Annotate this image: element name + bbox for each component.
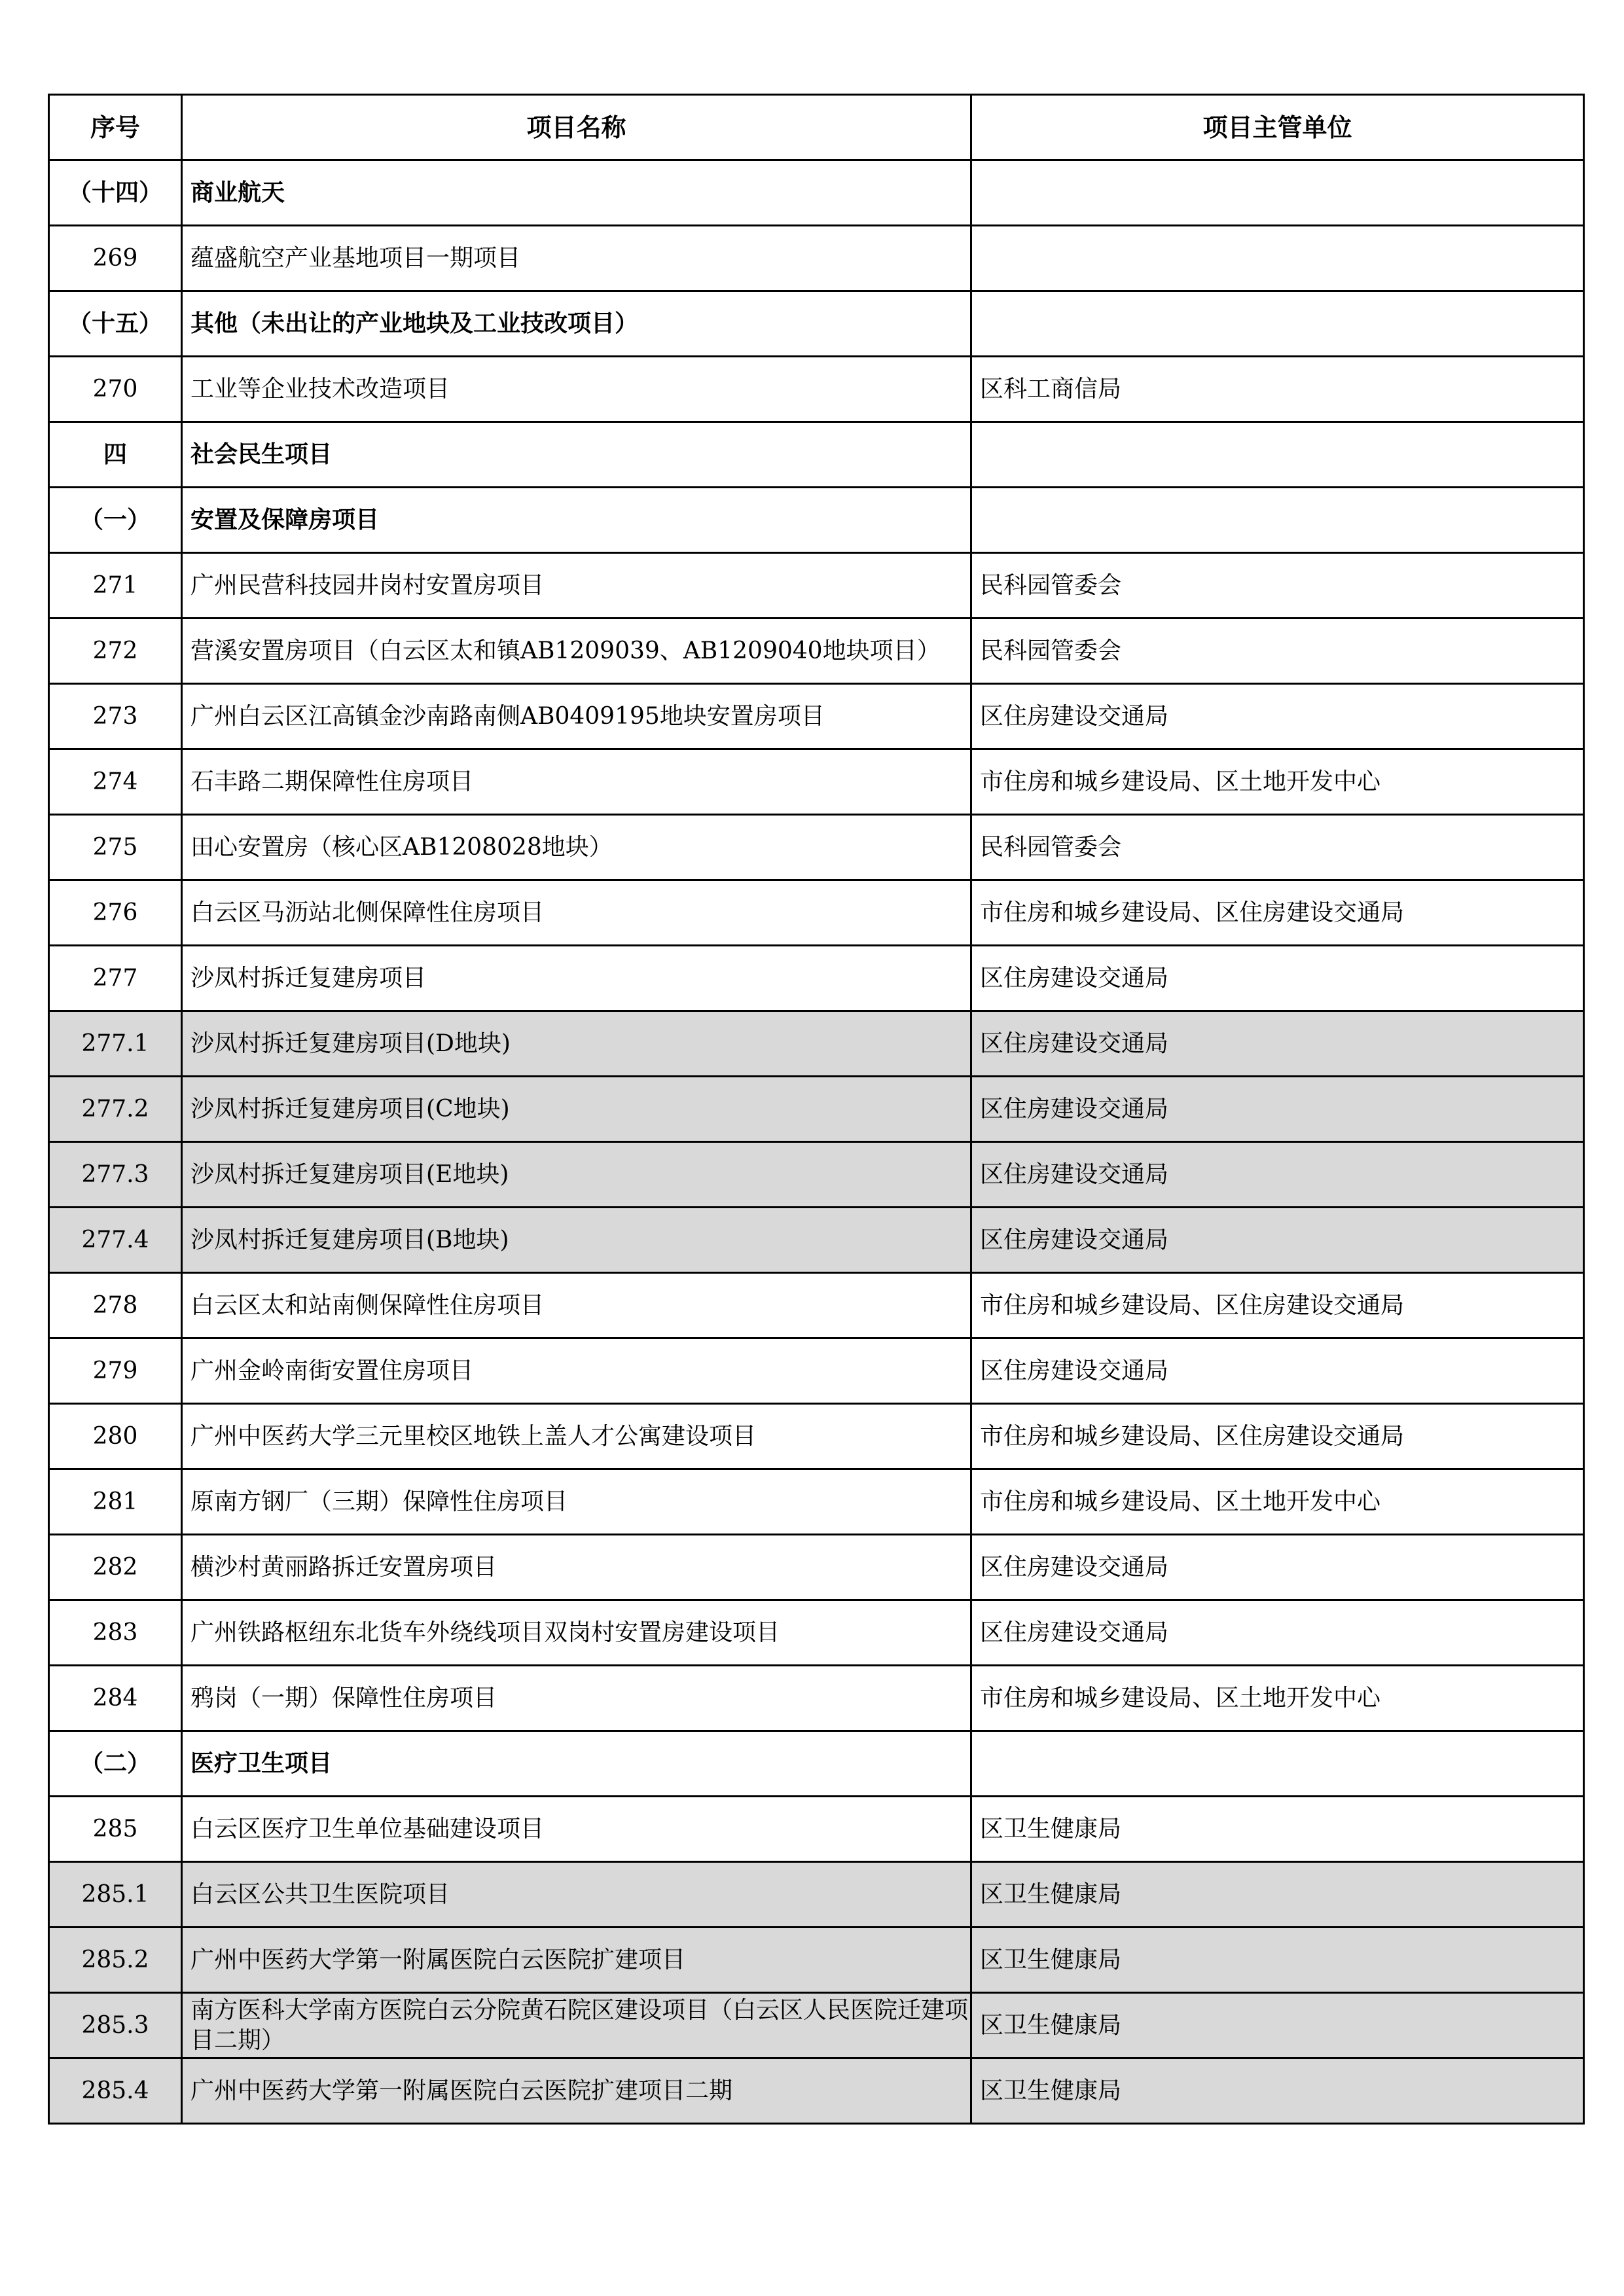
row-number: 280	[49, 1404, 182, 1469]
row-number: 277.2	[49, 1077, 182, 1142]
managing-unit: 区卫生健康局	[971, 1993, 1584, 2058]
row-number: 279	[49, 1338, 182, 1404]
project-table	[48, 94, 1585, 2125]
section-row	[49, 291, 1584, 357]
row-number: 277.4	[49, 1208, 182, 1273]
section-row	[49, 422, 1584, 488]
sub-item-row	[49, 1077, 1584, 1142]
managing-unit: 区住房建设交通局	[971, 1600, 1584, 1666]
table-row	[49, 1666, 1584, 1731]
row-number: 269	[49, 226, 182, 291]
table-row	[49, 815, 1584, 880]
project-name: 广州中医药大学第一附属医院白云医院扩建项目	[182, 1928, 971, 1993]
row-number: 285.1	[49, 1862, 182, 1928]
managing-unit: 区科工商信局	[971, 357, 1584, 422]
row-number: 285.2	[49, 1928, 182, 1993]
sub-item-row	[49, 1142, 1584, 1208]
row-number: 281	[49, 1469, 182, 1535]
table-row	[49, 226, 1584, 291]
managing-unit	[971, 226, 1584, 291]
section-row	[49, 160, 1584, 226]
project-name: 广州金岭南街安置住房项目	[182, 1338, 971, 1404]
header-name: 项目名称	[182, 95, 971, 160]
row-number: 276	[49, 880, 182, 946]
table-row	[49, 1600, 1584, 1666]
project-name: 沙凤村拆迁复建房项目	[182, 946, 971, 1011]
row-number: 277.1	[49, 1011, 182, 1077]
project-name: 石丰路二期保障性住房项目	[182, 749, 971, 815]
row-number: 274	[49, 749, 182, 815]
table-row	[49, 357, 1584, 422]
row-number: 270	[49, 357, 182, 422]
managing-unit: 民科园管委会	[971, 553, 1584, 619]
row-number: 275	[49, 815, 182, 880]
table-row	[49, 880, 1584, 946]
sub-item-row	[49, 1208, 1584, 1273]
row-number: 271	[49, 553, 182, 619]
project-name: 横沙村黄丽路拆迁安置房项目	[182, 1535, 971, 1600]
row-number: （十五）	[49, 291, 182, 357]
project-name: 沙凤村拆迁复建房项目(D地块)	[182, 1011, 971, 1077]
table-row	[49, 684, 1584, 749]
sub-item-row	[49, 1862, 1584, 1928]
project-name: 广州铁路枢纽东北货车外绕线项目双岗村安置房建设项目	[182, 1600, 971, 1666]
managing-unit: 市住房和城乡建设局、区土地开发中心	[971, 749, 1584, 815]
table-row	[49, 553, 1584, 619]
row-number: 284	[49, 1666, 182, 1731]
project-name: 工业等企业技术改造项目	[182, 357, 971, 422]
managing-unit: 市住房和城乡建设局、区土地开发中心	[971, 1666, 1584, 1731]
managing-unit: 市住房和城乡建设局、区土地开发中心	[971, 1469, 1584, 1535]
project-name: 广州中医药大学第一附属医院白云医院扩建项目二期	[182, 2058, 971, 2124]
managing-unit	[971, 1731, 1584, 1797]
project-name: 商业航天	[182, 160, 971, 226]
managing-unit	[971, 291, 1584, 357]
managing-unit: 区卫生健康局	[971, 1797, 1584, 1862]
row-number: （一）	[49, 488, 182, 553]
table-header-row	[49, 95, 1584, 160]
project-name: 白云区马沥站北侧保障性住房项目	[182, 880, 971, 946]
project-name: 白云区公共卫生医院项目	[182, 1862, 971, 1928]
row-number: 四	[49, 422, 182, 488]
project-name: 原南方钢厂（三期）保障性住房项目	[182, 1469, 971, 1535]
managing-unit: 市住房和城乡建设局、区住房建设交通局	[971, 880, 1584, 946]
managing-unit: 民科园管委会	[971, 815, 1584, 880]
table-row	[49, 1273, 1584, 1338]
project-name: 广州民营科技园井岗村安置房项目	[182, 553, 971, 619]
managing-unit: 区住房建设交通局	[971, 946, 1584, 1011]
row-number: 285	[49, 1797, 182, 1862]
table-row	[49, 1404, 1584, 1469]
row-number: 283	[49, 1600, 182, 1666]
managing-unit: 区卫生健康局	[971, 1928, 1584, 1993]
section-row	[49, 1731, 1584, 1797]
managing-unit	[971, 488, 1584, 553]
row-number: 277	[49, 946, 182, 1011]
project-name: 广州白云区江高镇金沙南路南侧AB0409195地块安置房项目	[182, 684, 971, 749]
row-number: （二）	[49, 1731, 182, 1797]
table-row	[49, 749, 1584, 815]
row-number: 282	[49, 1535, 182, 1600]
managing-unit: 市住房和城乡建设局、区住房建设交通局	[971, 1273, 1584, 1338]
sub-item-row	[49, 1928, 1584, 1993]
sub-item-row	[49, 1011, 1584, 1077]
row-number: 277.3	[49, 1142, 182, 1208]
row-number: 273	[49, 684, 182, 749]
managing-unit	[971, 160, 1584, 226]
project-name: 蕴盛航空产业基地项目一期项目	[182, 226, 971, 291]
table-body	[49, 160, 1584, 2124]
managing-unit: 区住房建设交通局	[971, 1208, 1584, 1273]
managing-unit: 民科园管委会	[971, 619, 1584, 684]
managing-unit: 市住房和城乡建设局、区住房建设交通局	[971, 1404, 1584, 1469]
project-name: 田心安置房（核心区AB1208028地块）	[182, 815, 971, 880]
project-name: 沙凤村拆迁复建房项目(C地块)	[182, 1077, 971, 1142]
managing-unit	[971, 422, 1584, 488]
project-name: 鸦岗（一期）保障性住房项目	[182, 1666, 971, 1731]
table-row	[49, 1797, 1584, 1862]
managing-unit: 区住房建设交通局	[971, 1011, 1584, 1077]
project-name: 沙凤村拆迁复建房项目(B地块)	[182, 1208, 971, 1273]
project-name: 其他（未出让的产业地块及工业技改项目）	[182, 291, 971, 357]
table-row	[49, 1338, 1584, 1404]
project-name: 白云区太和站南侧保障性住房项目	[182, 1273, 971, 1338]
project-name: 广州中医药大学三元里校区地铁上盖人才公寓建设项目	[182, 1404, 971, 1469]
row-number: （十四）	[49, 160, 182, 226]
managing-unit: 区住房建设交通局	[971, 1077, 1584, 1142]
table-row	[49, 619, 1584, 684]
table-row	[49, 1469, 1584, 1535]
row-number: 285.3	[49, 1993, 182, 2058]
row-number: 278	[49, 1273, 182, 1338]
managing-unit: 区住房建设交通局	[971, 684, 1584, 749]
project-name: 社会民生项目	[182, 422, 971, 488]
project-name: 安置及保障房项目	[182, 488, 971, 553]
project-name: 医疗卫生项目	[182, 1731, 971, 1797]
managing-unit: 区卫生健康局	[971, 1862, 1584, 1928]
sub-item-row	[49, 1993, 1584, 2058]
header-dept: 项目主管单位	[971, 95, 1584, 160]
managing-unit: 区住房建设交通局	[971, 1535, 1584, 1600]
row-number: 272	[49, 619, 182, 684]
header-num: 序号	[49, 95, 182, 160]
project-name: 沙凤村拆迁复建房项目(E地块)	[182, 1142, 971, 1208]
table-row	[49, 1535, 1584, 1600]
managing-unit: 区住房建设交通局	[971, 1338, 1584, 1404]
table-row	[49, 946, 1584, 1011]
project-name: 白云区医疗卫生单位基础建设项目	[182, 1797, 971, 1862]
section-row	[49, 488, 1584, 553]
project-name: 南方医科大学南方医院白云分院黄石院区建设项目（白云区人民医院迁建项目二期）	[182, 1993, 971, 2058]
managing-unit: 区卫生健康局	[971, 2058, 1584, 2124]
managing-unit: 区住房建设交通局	[971, 1142, 1584, 1208]
row-number: 285.4	[49, 2058, 182, 2124]
project-name: 营溪安置房项目（白云区太和镇AB1209039、AB1209040地块项目）	[182, 619, 971, 684]
sub-item-row	[49, 2058, 1584, 2124]
